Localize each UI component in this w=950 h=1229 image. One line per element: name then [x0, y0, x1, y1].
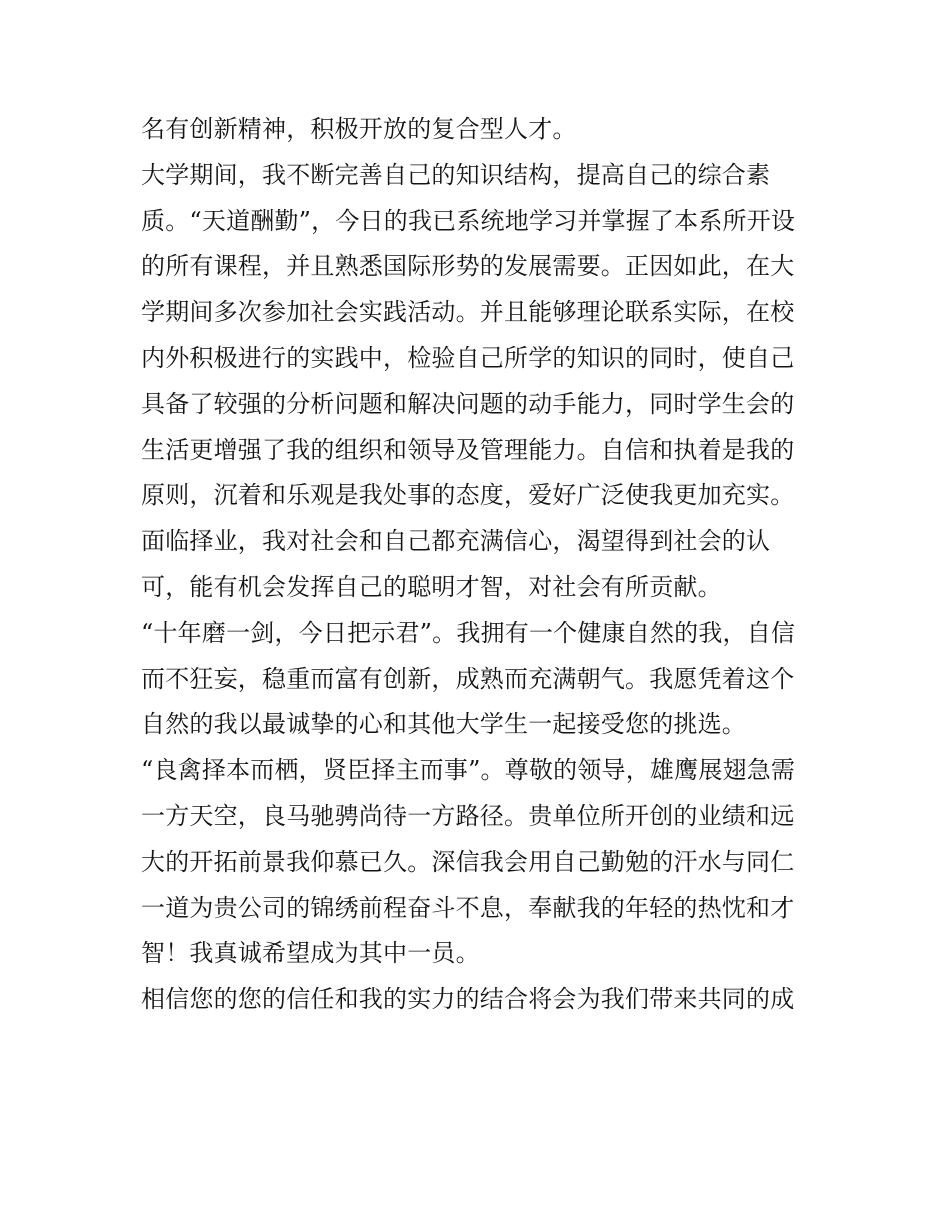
text-line: 名有创新精神，积极开放的复合型人才。: [141, 115, 577, 143]
text-line: 学期间多次参加社会实践活动。并且能够理论联系实际，在校: [141, 298, 795, 327]
text-line: 面临择业，我对社会和自己都充满信心，渴望得到社会的认: [141, 527, 771, 556]
text-line: 生活更增强了我的组织和领导及管理能力。自信和执着是我的: [141, 435, 795, 464]
text-line: 的所有课程，并且熟悉国际形势的发展需要。正因如此，在大: [141, 252, 795, 281]
text-line: 相信您的您的信任和我的实力的结合将会为我们带来共同的成: [141, 985, 795, 1014]
text-line: 大学期间，我不断完善自己的知识结构，提高自己的综合素: [141, 160, 771, 189]
text-line: 大的开拓前景我仰慕已久。深信我会用自己勤勉的汗水与同仁: [141, 847, 795, 876]
text-line: 一道为贵公司的锦绣前程奋斗不息，奉献我的年轻的热忱和才: [141, 893, 795, 922]
text-line: 自然的我以最诚挚的心和其他大学生一起接受您的挑选。: [141, 710, 746, 739]
text-line: 而不狂妄，稳重而富有创新，成熟而充满朝气。我愿凭着这个: [141, 664, 795, 693]
text-line: 一方天空，良马驰骋尚待一方路径。贵单位所开创的业绩和远: [141, 801, 795, 830]
text-line: “十年磨一剑，今日把示君”。我拥有一个健康自然的我，自信: [141, 618, 796, 647]
text-line: “良禽择本而栖，贤臣择主而事”。尊敬的领导，雄鹰展翅急需: [141, 756, 796, 785]
text-line: 原则，沉着和乐观是我处事的态度，爱好广泛使我更加充实。: [141, 481, 795, 510]
text-line: 可，能有机会发挥自己的聪明才智，对社会有所贡献。: [141, 572, 722, 601]
text-line: 内外积极进行的实践中，检验自己所学的知识的同时，使自己: [141, 343, 795, 372]
text-line: 具备了较强的分析问题和解决问题的动手能力，同时学生会的: [141, 389, 795, 418]
text-line: 智！我真诚希望成为其中一员。: [141, 939, 480, 968]
letter-body: [141, 107, 831, 1023]
text-line: 质。“天道酬勤”，今日的我已系统地学习并掌握了本系所开设: [141, 206, 796, 235]
